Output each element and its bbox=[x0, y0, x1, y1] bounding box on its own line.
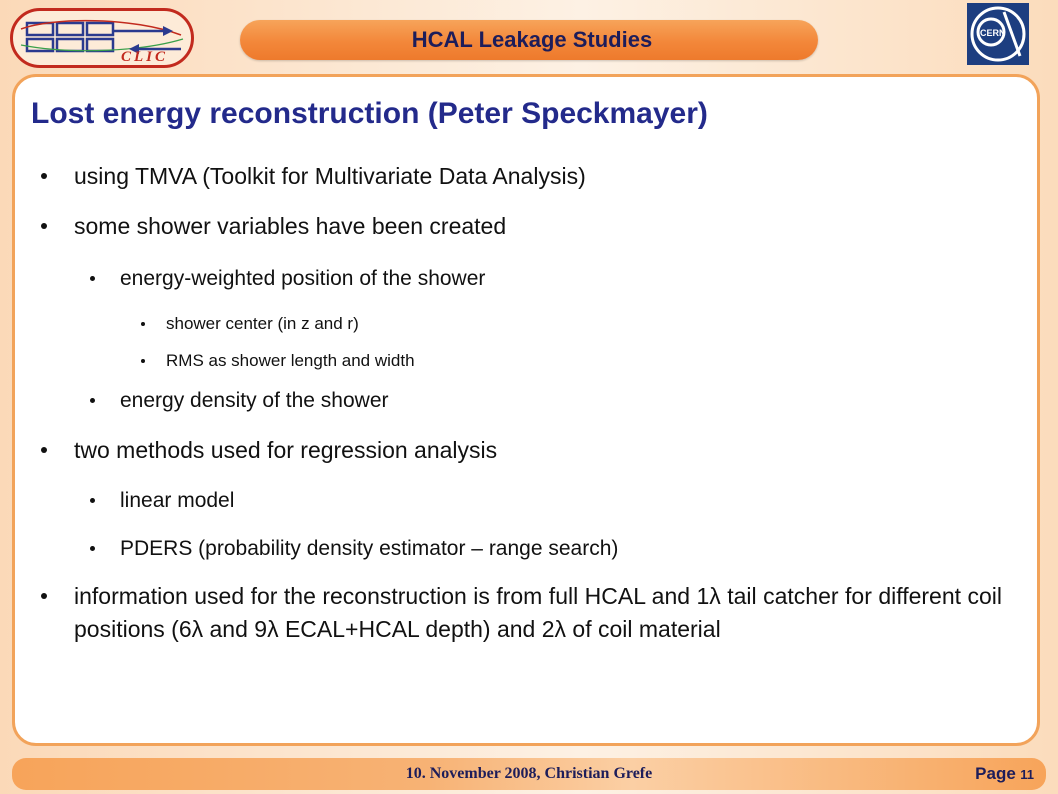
bullet-dot bbox=[41, 223, 47, 229]
bullet-two-methods bbox=[74, 437, 497, 464]
bullet-shower-center bbox=[166, 314, 359, 334]
bullet-dot bbox=[41, 593, 47, 599]
bullet-text: two methods used for regression analysis bbox=[74, 437, 498, 463]
clic-logo-graphic bbox=[13, 11, 191, 65]
bullet-text: RMS as shower length and width bbox=[166, 351, 415, 370]
bullet-text: energy density of the shower bbox=[120, 389, 389, 412]
page-label: Page bbox=[975, 764, 1016, 783]
bullet-dot bbox=[90, 546, 95, 551]
bullet-text: using TMVA (Toolkit for Multivariate Data Analysis) bbox=[74, 163, 586, 189]
page-number-value: 11 bbox=[1020, 767, 1034, 782]
bullet-text: information used for the reconstruction is from full HCAL and 1λ tail catcher for different coil positions (6λ and 9λ ECAL+HCAL depth) and 2λ of coil material bbox=[74, 583, 1002, 642]
bullet-rms bbox=[166, 351, 415, 371]
header-bar bbox=[240, 20, 818, 60]
footer-date-author: 10. November 2008, Christian Grefe bbox=[405, 765, 653, 782]
bullet-shower-variables bbox=[74, 213, 506, 240]
bullet-tmva bbox=[74, 163, 586, 190]
bullet-dot bbox=[41, 447, 47, 453]
cern-logo bbox=[966, 2, 1030, 66]
bullet-dot bbox=[41, 173, 47, 179]
bullet-information-used bbox=[74, 580, 1002, 646]
bullet-dot bbox=[141, 359, 145, 363]
bullet-dot bbox=[90, 498, 95, 503]
bullet-text: shower center (in z and r) bbox=[166, 314, 359, 333]
slide-title: Lost energy reconstruction (Peter Speckmayer) bbox=[31, 97, 708, 130]
bullet-text: some shower variables have been created bbox=[74, 213, 507, 239]
clic-logo-text: CLIC bbox=[121, 49, 169, 65]
bullet-linear-model bbox=[120, 489, 234, 513]
header-title: HCAL Leakage Studies bbox=[411, 27, 653, 52]
cern-logo-text: CERN bbox=[980, 28, 1006, 38]
bullet-energy-weighted-position bbox=[120, 267, 485, 291]
bullet-text: linear model bbox=[120, 489, 235, 512]
bullet-dot bbox=[141, 322, 145, 326]
bullet-dot bbox=[90, 398, 95, 403]
clic-logo bbox=[10, 8, 194, 68]
bullet-energy-density bbox=[120, 389, 389, 413]
page-number bbox=[975, 764, 1034, 784]
bullet-pders bbox=[120, 537, 618, 561]
bullet-dot bbox=[90, 276, 95, 281]
bullet-text: PDERS (probability density estimator – range search) bbox=[120, 537, 619, 560]
bullet-text: energy-weighted position of the shower bbox=[120, 267, 486, 290]
